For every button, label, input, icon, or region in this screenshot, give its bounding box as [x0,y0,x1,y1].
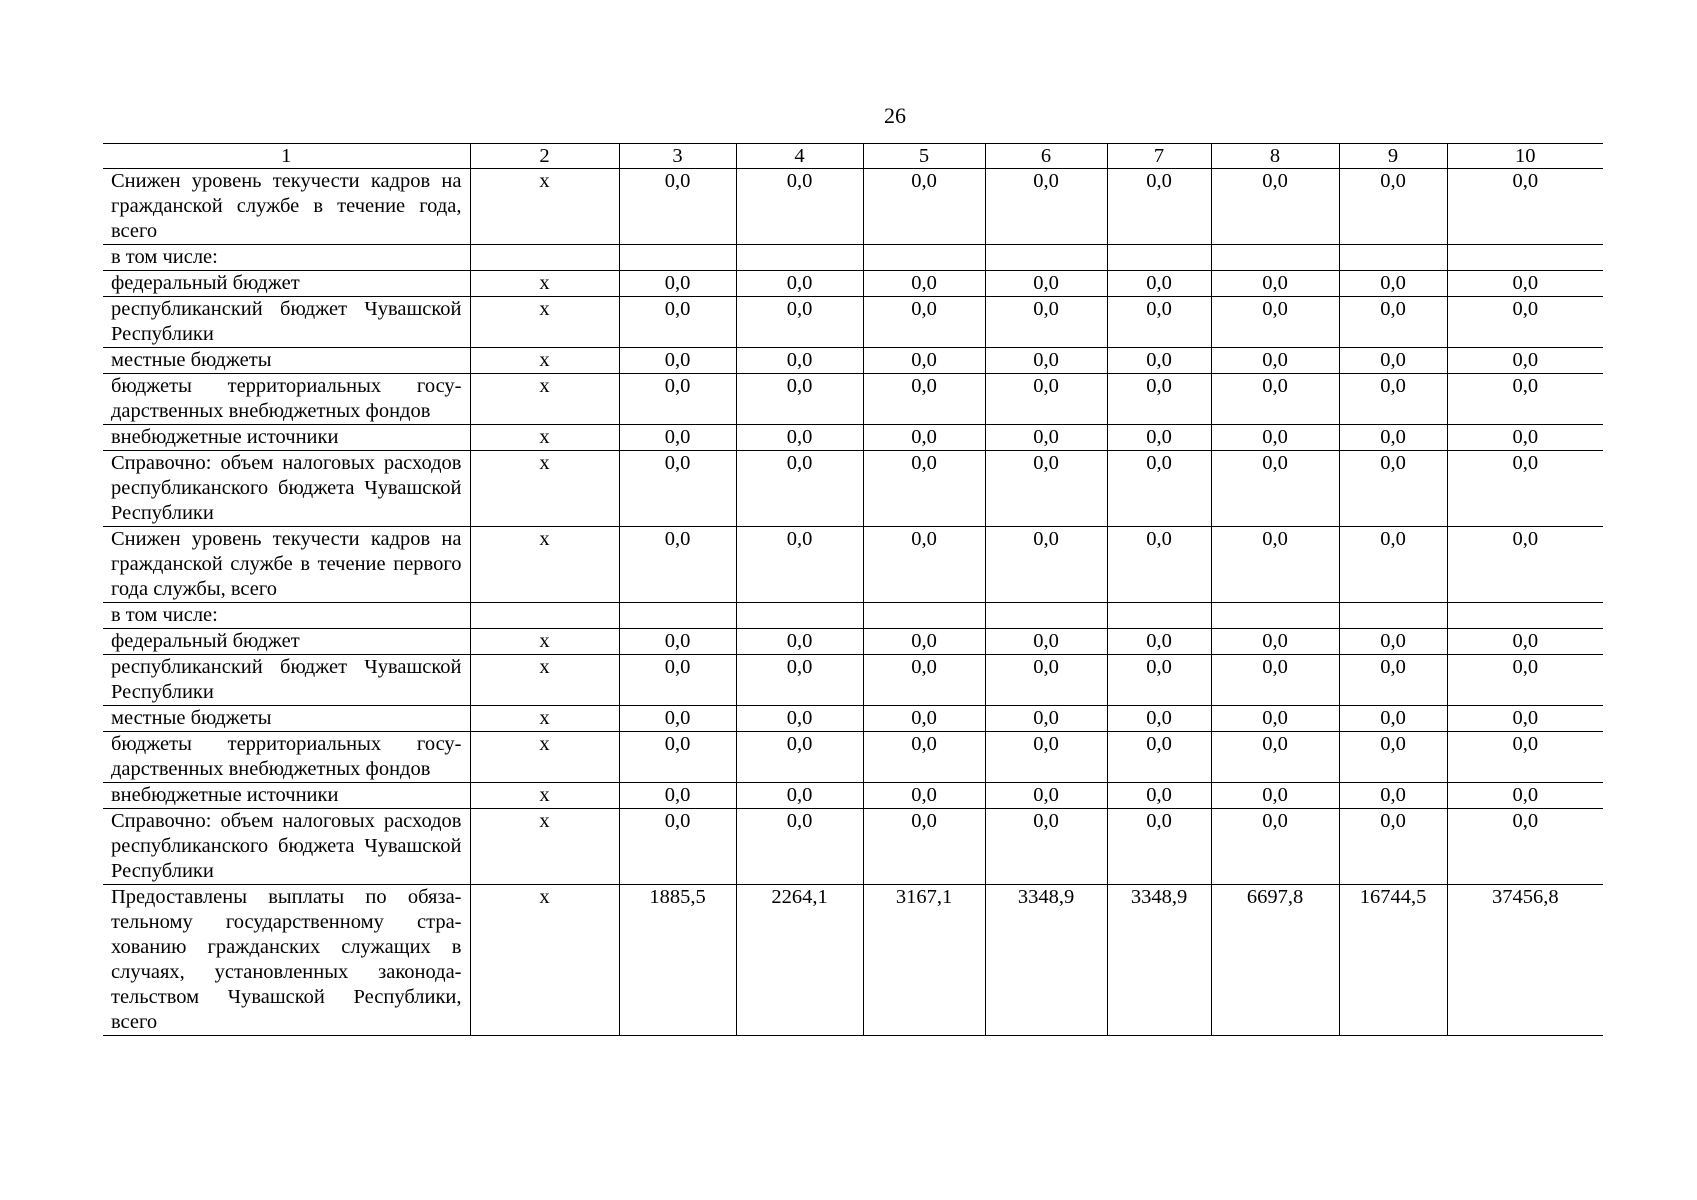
value-cell: 0,0 [736,271,863,297]
value-cell [1211,245,1339,271]
value-cell: 0,0 [1107,297,1211,348]
header-row [103,144,1603,169]
column-2-cell: х [470,271,619,297]
row-label: республиканский бюджет Чувашской Республики [103,655,470,706]
table-body [103,169,1603,1036]
value-cell: 0,0 [1339,297,1447,348]
value-cell: 0,0 [1339,655,1447,706]
value-cell [736,603,863,629]
value-cell: 0,0 [985,732,1107,783]
value-cell: 0,0 [736,655,863,706]
value-cell: 0,0 [1107,271,1211,297]
table-row [103,374,1603,425]
value-cell [619,245,736,271]
value-cell: 6697,8 [1211,885,1339,1036]
table-row [103,527,1603,603]
value-cell: 0,0 [1211,732,1339,783]
value-cell: 0,0 [736,629,863,655]
value-cell: 0,0 [1211,374,1339,425]
row-label: бюджеты территориальных государственных внебюджетных фондов [103,732,470,783]
value-cell: 3348,9 [985,885,1107,1036]
value-cell: 0,0 [1339,629,1447,655]
value-cell: 0,0 [863,374,985,425]
column-2-cell: х [470,297,619,348]
value-cell: 0,0 [1107,706,1211,732]
table-row [103,348,1603,374]
value-cell: 0,0 [619,374,736,425]
value-cell: 0,0 [863,809,985,885]
value-cell: 0,0 [985,783,1107,809]
column-header: 2 [470,144,619,169]
value-cell: 0,0 [1211,169,1339,245]
value-cell: 0,0 [1447,809,1603,885]
table-row [103,655,1603,706]
value-cell: 0,0 [1339,425,1447,451]
value-cell: 0,0 [736,169,863,245]
value-cell: 0,0 [1107,732,1211,783]
table-row [103,297,1603,348]
value-cell: 0,0 [863,169,985,245]
value-cell: 0,0 [1339,706,1447,732]
value-cell: 0,0 [736,732,863,783]
value-cell: 0,0 [1339,374,1447,425]
value-cell: 0,0 [1339,169,1447,245]
table-row [103,169,1603,245]
value-cell [1447,603,1603,629]
value-cell: 0,0 [1211,271,1339,297]
value-cell: 0,0 [863,706,985,732]
value-cell: 0,0 [863,425,985,451]
value-cell: 0,0 [1211,783,1339,809]
column-2-cell: х [470,374,619,425]
column-2-cell: х [470,655,619,706]
value-cell: 37456,8 [1447,885,1603,1036]
value-cell: 0,0 [863,348,985,374]
value-cell [1339,245,1447,271]
value-cell: 0,0 [985,271,1107,297]
value-cell: 0,0 [1211,706,1339,732]
column-2-cell: х [470,732,619,783]
value-cell: 0,0 [1339,348,1447,374]
value-cell: 0,0 [1447,297,1603,348]
value-cell: 0,0 [619,348,736,374]
value-cell: 0,0 [1107,783,1211,809]
row-label: бюджеты территориальных государственных внебюджетных фондов [103,374,470,425]
value-cell: 0,0 [736,706,863,732]
value-cell: 0,0 [863,451,985,527]
value-cell: 0,0 [736,374,863,425]
column-2-cell: х [470,425,619,451]
value-cell: 0,0 [1339,451,1447,527]
value-cell: 0,0 [863,297,985,348]
column-header: 10 [1447,144,1603,169]
table-row [103,425,1603,451]
value-cell: 0,0 [1447,451,1603,527]
column-2-cell [470,245,619,271]
value-cell: 0,0 [1447,425,1603,451]
page-number: 26 [884,103,906,128]
row-label: в том числе: [103,245,470,271]
value-cell: 0,0 [985,425,1107,451]
value-cell: 0,0 [985,374,1107,425]
value-cell: 0,0 [1447,783,1603,809]
value-cell: 0,0 [985,809,1107,885]
value-cell: 0,0 [619,271,736,297]
value-cell: 3348,9 [1107,885,1211,1036]
value-cell: 0,0 [1211,348,1339,374]
table-row [103,603,1603,629]
row-label: местные бюджеты [103,348,470,374]
value-cell: 0,0 [985,706,1107,732]
value-cell [863,603,985,629]
value-cell: 0,0 [1447,348,1603,374]
value-cell: 0,0 [863,783,985,809]
value-cell: 0,0 [1447,706,1603,732]
value-cell [736,245,863,271]
row-label: Справочно: объем налоговых расходов республиканского бюджета Чувашской Республики [103,451,470,527]
value-cell: 0,0 [1211,451,1339,527]
value-cell: 0,0 [985,169,1107,245]
value-cell: 0,0 [619,297,736,348]
table-row [103,732,1603,783]
value-cell: 0,0 [1107,374,1211,425]
column-2-cell: х [470,451,619,527]
value-cell: 0,0 [863,655,985,706]
value-cell: 0,0 [863,629,985,655]
row-label: Предоставлены выплаты по обязательному государственному страхованию гражданских служащих в случаях, установленных законодательством Чувашской Республики, всего [103,885,470,1036]
value-cell: 0,0 [619,706,736,732]
value-cell: 0,0 [1107,425,1211,451]
value-cell: 0,0 [1211,655,1339,706]
row-label: местные бюджеты [103,706,470,732]
value-cell: 0,0 [985,451,1107,527]
row-label: республиканский бюджет Чувашской Республики [103,297,470,348]
table-row [103,809,1603,885]
value-cell [985,245,1107,271]
table-row [103,706,1603,732]
value-cell: 0,0 [1211,527,1339,603]
row-label: в том числе: [103,603,470,629]
column-header: 1 [103,144,470,169]
value-cell: 0,0 [619,783,736,809]
value-cell: 0,0 [619,425,736,451]
value-cell: 0,0 [1447,169,1603,245]
column-header: 9 [1339,144,1447,169]
value-cell: 0,0 [1107,169,1211,245]
value-cell [1339,603,1447,629]
column-2-cell [470,603,619,629]
table-row [103,271,1603,297]
row-label: федеральный бюджет [103,271,470,297]
value-cell: 0,0 [1107,629,1211,655]
value-cell: 2264,1 [736,885,863,1036]
value-cell: 1885,5 [619,885,736,1036]
value-cell: 0,0 [736,425,863,451]
value-cell [863,245,985,271]
row-label: внебюджетные источники [103,425,470,451]
value-cell: 0,0 [985,629,1107,655]
value-cell: 16744,5 [1339,885,1447,1036]
value-cell: 0,0 [1107,527,1211,603]
table-row [103,451,1603,527]
budget-table [103,143,1603,1036]
value-cell: 0,0 [1447,655,1603,706]
value-cell [1447,245,1603,271]
value-cell: 0,0 [1107,451,1211,527]
value-cell: 0,0 [985,655,1107,706]
value-cell: 0,0 [1447,271,1603,297]
value-cell [1107,245,1211,271]
value-cell: 0,0 [1211,629,1339,655]
value-cell: 0,0 [736,527,863,603]
value-cell: 0,0 [1339,527,1447,603]
value-cell: 0,0 [1447,629,1603,655]
row-label: Снижен уровень текучести кадров на гражданской службе в течение первого года службы, всего [103,527,470,603]
column-2-cell: х [470,348,619,374]
value-cell: 0,0 [863,732,985,783]
table-row [103,245,1603,271]
value-cell: 0,0 [1107,809,1211,885]
value-cell: 0,0 [985,527,1107,603]
value-cell: 0,0 [1447,732,1603,783]
value-cell: 0,0 [619,169,736,245]
value-cell: 0,0 [619,809,736,885]
value-cell [1107,603,1211,629]
value-cell: 0,0 [1339,809,1447,885]
value-cell: 0,0 [863,527,985,603]
value-cell: 0,0 [619,655,736,706]
column-2-cell: х [470,783,619,809]
value-cell: 0,0 [985,348,1107,374]
table-row [103,629,1603,655]
column-header: 8 [1211,144,1339,169]
column-header: 4 [736,144,863,169]
value-cell: 0,0 [863,271,985,297]
row-label: Снижен уровень текучести кадров на гражданской службе в течение года, всего [103,169,470,245]
column-2-cell: х [470,629,619,655]
table-row [103,885,1603,1036]
column-header: 3 [619,144,736,169]
column-2-cell: х [470,169,619,245]
value-cell: 0,0 [985,297,1107,348]
value-cell: 0,0 [1339,783,1447,809]
value-cell: 0,0 [736,348,863,374]
value-cell: 0,0 [1339,732,1447,783]
value-cell: 0,0 [736,783,863,809]
value-cell: 0,0 [619,527,736,603]
value-cell: 0,0 [1107,655,1211,706]
value-cell: 0,0 [1211,425,1339,451]
row-label: Справочно: объем налоговых расходов республиканского бюджета Чувашской Республики [103,809,470,885]
value-cell [1211,603,1339,629]
value-cell: 0,0 [1447,374,1603,425]
column-header: 6 [985,144,1107,169]
value-cell: 0,0 [1211,297,1339,348]
value-cell: 0,0 [736,297,863,348]
value-cell: 0,0 [1339,271,1447,297]
value-cell: 3167,1 [863,885,985,1036]
column-2-cell: х [470,527,619,603]
column-2-cell: х [470,809,619,885]
value-cell: 0,0 [736,451,863,527]
value-cell: 0,0 [1447,527,1603,603]
value-cell: 0,0 [619,629,736,655]
value-cell: 0,0 [619,732,736,783]
column-header: 7 [1107,144,1211,169]
column-2-cell: х [470,885,619,1036]
value-cell: 0,0 [1107,348,1211,374]
column-2-cell: х [470,706,619,732]
row-label: федеральный бюджет [103,629,470,655]
value-cell: 0,0 [1211,809,1339,885]
value-cell [985,603,1107,629]
table-row [103,783,1603,809]
value-cell [619,603,736,629]
row-label: внебюджетные источники [103,783,470,809]
column-header: 5 [863,144,985,169]
value-cell: 0,0 [736,809,863,885]
value-cell: 0,0 [619,451,736,527]
